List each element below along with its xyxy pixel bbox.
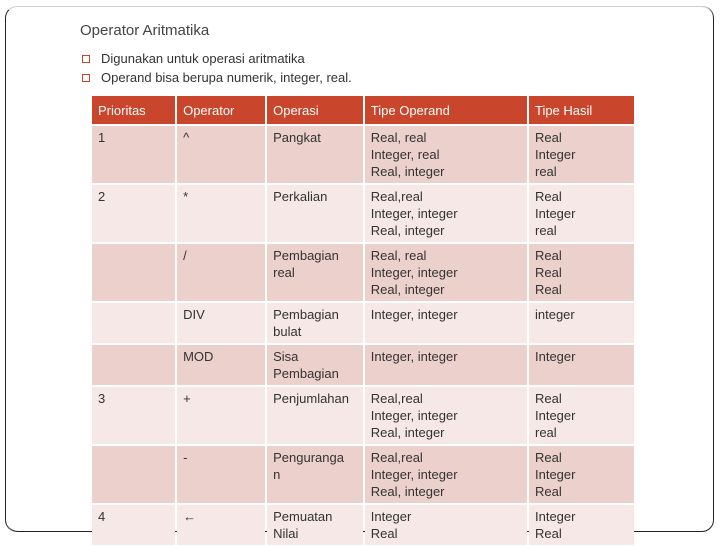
cell-tipe-hasil: Integer Real <box>529 505 634 545</box>
cell-prioritas <box>92 303 175 343</box>
header-tipe-operand: Tipe Operand <box>365 96 527 124</box>
table-row <box>92 505 634 545</box>
square-bullet-icon <box>82 55 90 63</box>
cell-operator: * <box>177 185 265 242</box>
cell-tipe-operand: Real, real Integer, real Real, integer <box>365 126 527 183</box>
cell-prioritas: 2 <box>92 185 175 242</box>
cell-operasi: Pangkat <box>267 126 363 183</box>
cell-tipe-operand: Integer, integer <box>365 303 527 343</box>
cell-operator: / <box>177 244 265 301</box>
operator-table <box>90 94 636 547</box>
cell-prioritas <box>92 244 175 301</box>
cell-operator: ← <box>177 505 265 545</box>
bullet-item <box>82 68 352 87</box>
table-row <box>92 446 634 503</box>
header-prioritas: Prioritas <box>92 96 175 124</box>
cell-tipe-operand: Integer Real <box>365 505 527 545</box>
bullet-text: Digunakan untuk operasi aritmatika <box>101 51 305 66</box>
cell-tipe-hasil: Real Integer real <box>529 185 634 242</box>
cell-operator: ^ <box>177 126 265 183</box>
bullet-item <box>82 49 352 68</box>
cell-tipe-hasil: Real Real Real <box>529 244 634 301</box>
cell-tipe-operand: Integer, integer <box>365 345 527 385</box>
cell-tipe-operand: Real,real Integer, integer Real, integer <box>365 446 527 503</box>
header-operasi: Operasi <box>267 96 363 124</box>
cell-tipe-hasil: Real Integer Real <box>529 446 634 503</box>
table-row <box>92 345 634 385</box>
cell-tipe-operand: Real,real Integer, integer Real, integer <box>365 387 527 444</box>
cell-operasi: Penguranga n <box>267 446 363 503</box>
cell-tipe-hasil: Real Integer real <box>529 387 634 444</box>
cell-operasi: Perkalian <box>267 185 363 242</box>
cell-prioritas: 1 <box>92 126 175 183</box>
table-row <box>92 387 634 444</box>
table-header-row <box>92 96 634 124</box>
table-row <box>92 244 634 301</box>
cell-operator: + <box>177 387 265 444</box>
cell-tipe-hasil: integer <box>529 303 634 343</box>
cell-operasi: Pemuatan Nilai <box>267 505 363 545</box>
table-row <box>92 303 634 343</box>
cell-tipe-hasil: Integer <box>529 345 634 385</box>
cell-operasi: Pembagian bulat <box>267 303 363 343</box>
cell-prioritas <box>92 446 175 503</box>
cell-tipe-hasil: Real Integer real <box>529 126 634 183</box>
cell-operator: - <box>177 446 265 503</box>
cell-operator: MOD <box>177 345 265 385</box>
cell-prioritas: 4 <box>92 505 175 545</box>
table-row <box>92 126 634 183</box>
cell-operasi: Penjumlahan <box>267 387 363 444</box>
cell-operasi: Pembagian real <box>267 244 363 301</box>
cell-tipe-operand: Real, real Integer, integer Real, integer <box>365 244 527 301</box>
slide-title: Operator Aritmatika <box>80 22 210 39</box>
table-body <box>92 126 634 545</box>
cell-operator: DIV <box>177 303 265 343</box>
header-tipe-hasil: Tipe Hasil <box>529 96 634 124</box>
square-bullet-icon <box>82 74 90 82</box>
header-operator: Operator <box>177 96 265 124</box>
cell-operasi: Sisa Pembagian <box>267 345 363 385</box>
cell-tipe-operand: Real,real Integer, integer Real, integer <box>365 185 527 242</box>
cell-prioritas <box>92 345 175 385</box>
cell-prioritas: 3 <box>92 387 175 444</box>
bullet-list <box>82 49 352 87</box>
table-row <box>92 185 634 242</box>
bullet-text: Operand bisa berupa numerik, integer, real. <box>101 70 352 85</box>
